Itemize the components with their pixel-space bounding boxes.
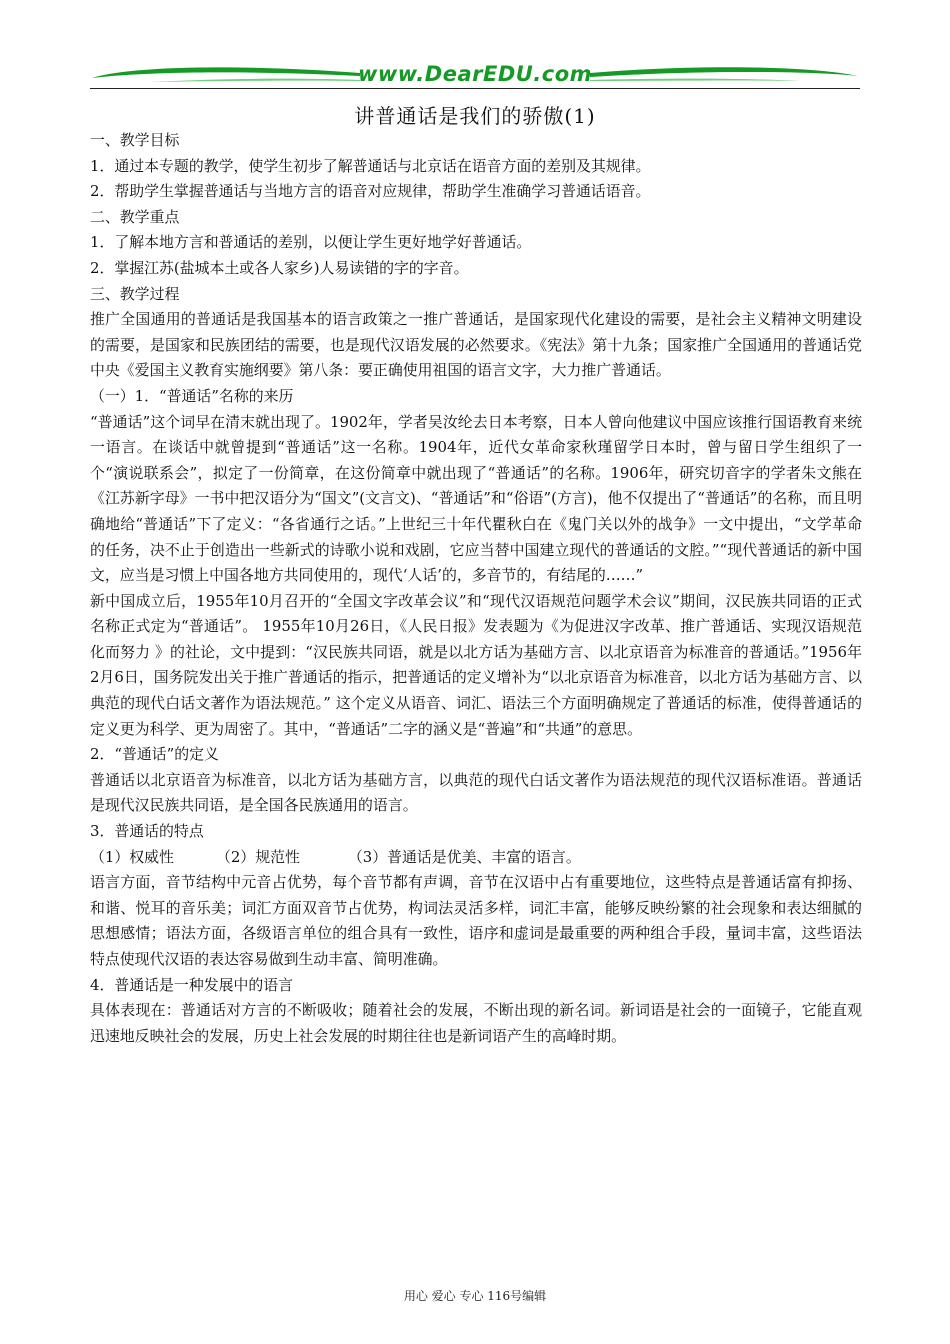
feature-item-3: （3）普通话是优美、丰富的语言。 — [347, 847, 581, 866]
paragraph-intro: 推广全国通用的普通话是我国基本的语言政策之一推广普通话，是国家现代化建设的需要，是社会主义精神文明建设的需要，是国家和民族团结的需要，也是现代汉语发展的必然要求。《宪法》第十九条；国家推广全国通用的普通话党中央《爱国主义教育实施纲要》第八条：要正确使用祖国的语言文字，大力推广普通话。 — [90, 310, 862, 380]
document-body — [90, 128, 862, 1049]
goal-item-2: 2．帮助学生掌握普通话与当地方言的语音对应规律，帮助学生准确学习普通话语音。 — [90, 182, 651, 201]
header-rule — [90, 88, 860, 89]
section-heading-goals: 一、教学目标 — [90, 131, 180, 149]
paragraph-new-china: 新中国成立后，1955年10月召开的“全国文字改革会议”和“现代汉语规范问题学术会议”期间，汉民族共同语的正式名称正式定为“普通话”。 1955年10月26日，《人民日报》发表题为《为促进汉字改革、推广普通话、实现汉语规范化而努力 》的社论，文中提到：“汉民族共同语，就是以北方话为基础方言、以北京语音为标准音的普通话。”1956年2月6日，国务院发出关于推广普通话的指示，把普通话的定义增补为“以北京语音为标准音，以北方话为基础方言、以典范的现代白话文著作为语法规范。” 这个定义从语音、词汇、语法三个方面明确规定了普通话的标准，使得普通话的定义更为科学、更为周密了。其中，“普通话”二字的涵义是“普遍”和“共通”的意思。 — [90, 591, 862, 738]
feature-item-1: （1）权威性 — [90, 847, 174, 866]
site-logo-text[interactable]: www.DearEDU.com — [357, 62, 593, 86]
paragraph-developing: 具体表现在：普通话对方言的不断吸收；随着社会的发展，不断出现的新名词。新词语是社会的一面镜子，它能直观迅速地反映社会的发展，历史上社会发展的时期往往也是新词语产生的高峰时期。 — [90, 1001, 862, 1045]
page-title: 讲普通话是我们的骄傲(1) — [354, 104, 596, 128]
goal-item-1: 1．通过本专题的教学，使学生初步了解普通话与北京话在语音方面的差别及其规律。 — [90, 156, 651, 175]
paragraph-definition: 普通话以北京语音为标准音，以北方话为基础方言，以典范的现代白话文著作为语法规范的现代汉语标准语。普通话是现代汉民族共同语，是全国各民族通用的语言。 — [90, 770, 862, 815]
subheading-developing: 4．普通话是一种发展中的语言 — [90, 975, 294, 994]
focus-item-1: 1．了解本地方言和普通话的差别，以便让学生更好地学好普通话。 — [90, 233, 532, 252]
feature-item-2: （2）规范性 — [215, 847, 300, 866]
subheading-definition: 2．“普通话”的定义 — [90, 745, 219, 764]
section-heading-focus: 二、教学重点 — [90, 207, 180, 226]
features-list — [90, 845, 862, 871]
paragraph-features: 语言方面，音节结构中元音占优势，每个音节都有声调，音节在汉语中占有重要地位，这些特点是普通话富有抑扬、和谐、悦耳的音乐美；词汇方面双音节占优势，构词法灵活多样，词汇丰富，能够反映纷繁的社会现象和表达细腻的思想感情；语法方面，各级语言单位的组合具有一致性，语序和虚词是最重要的两种组合手段，量词丰富，这些语法特点使现代汉语的表达容易做到生动丰富、简明准确。 — [90, 873, 862, 968]
site-header-banner — [90, 56, 860, 92]
paragraph-history: “普通话”这个词早在清末就出现了。1902年，学者吴汝纶去日本考察，日本人曾向他建议中国应该推行国语教育来统一语言。在谈话中就曾提到“普通话”这一名称。1904年，近代女革命家秋瑾留学日本时，曾与留日学生组织了一个“演说联系会”，拟定了一份简章，在这份简章中就出现了“普通话”的名称。1906年，研究切音字的学者朱文熊在《江苏新字母》一书中把汉语分为“国文”(文言文)、“普通话”和“俗语”(方言)，他不仅提出了“普通话”的名称，而且明确地给“普通话”下了定义：“各省通行之话。”上世纪三十年代瞿秋白在《鬼门关以外的战争》一文中提出，“文学革命的任务，决不止于创造出一些新式的诗歌小说和戏剧，它应当替中国建立现代的普通话的文腔。”“现代普通话的新中国文，应当是习惯上中国各地方共同使用的，现代‘人话’的，多音节的，有结尾的……” — [90, 412, 862, 585]
subheading-name-origin: （一）1．“普通话”名称的来历 — [90, 386, 294, 405]
page-footer: 用心 爱心 专心 116号编辑 — [403, 1289, 547, 1303]
focus-item-2: 2．掌握江苏(盐城本土或各人家乡)人易读错的字的字音。 — [90, 258, 469, 277]
section-heading-process: 三、教学过程 — [90, 284, 180, 303]
subheading-features: 3．普通话的特点 — [90, 822, 204, 841]
